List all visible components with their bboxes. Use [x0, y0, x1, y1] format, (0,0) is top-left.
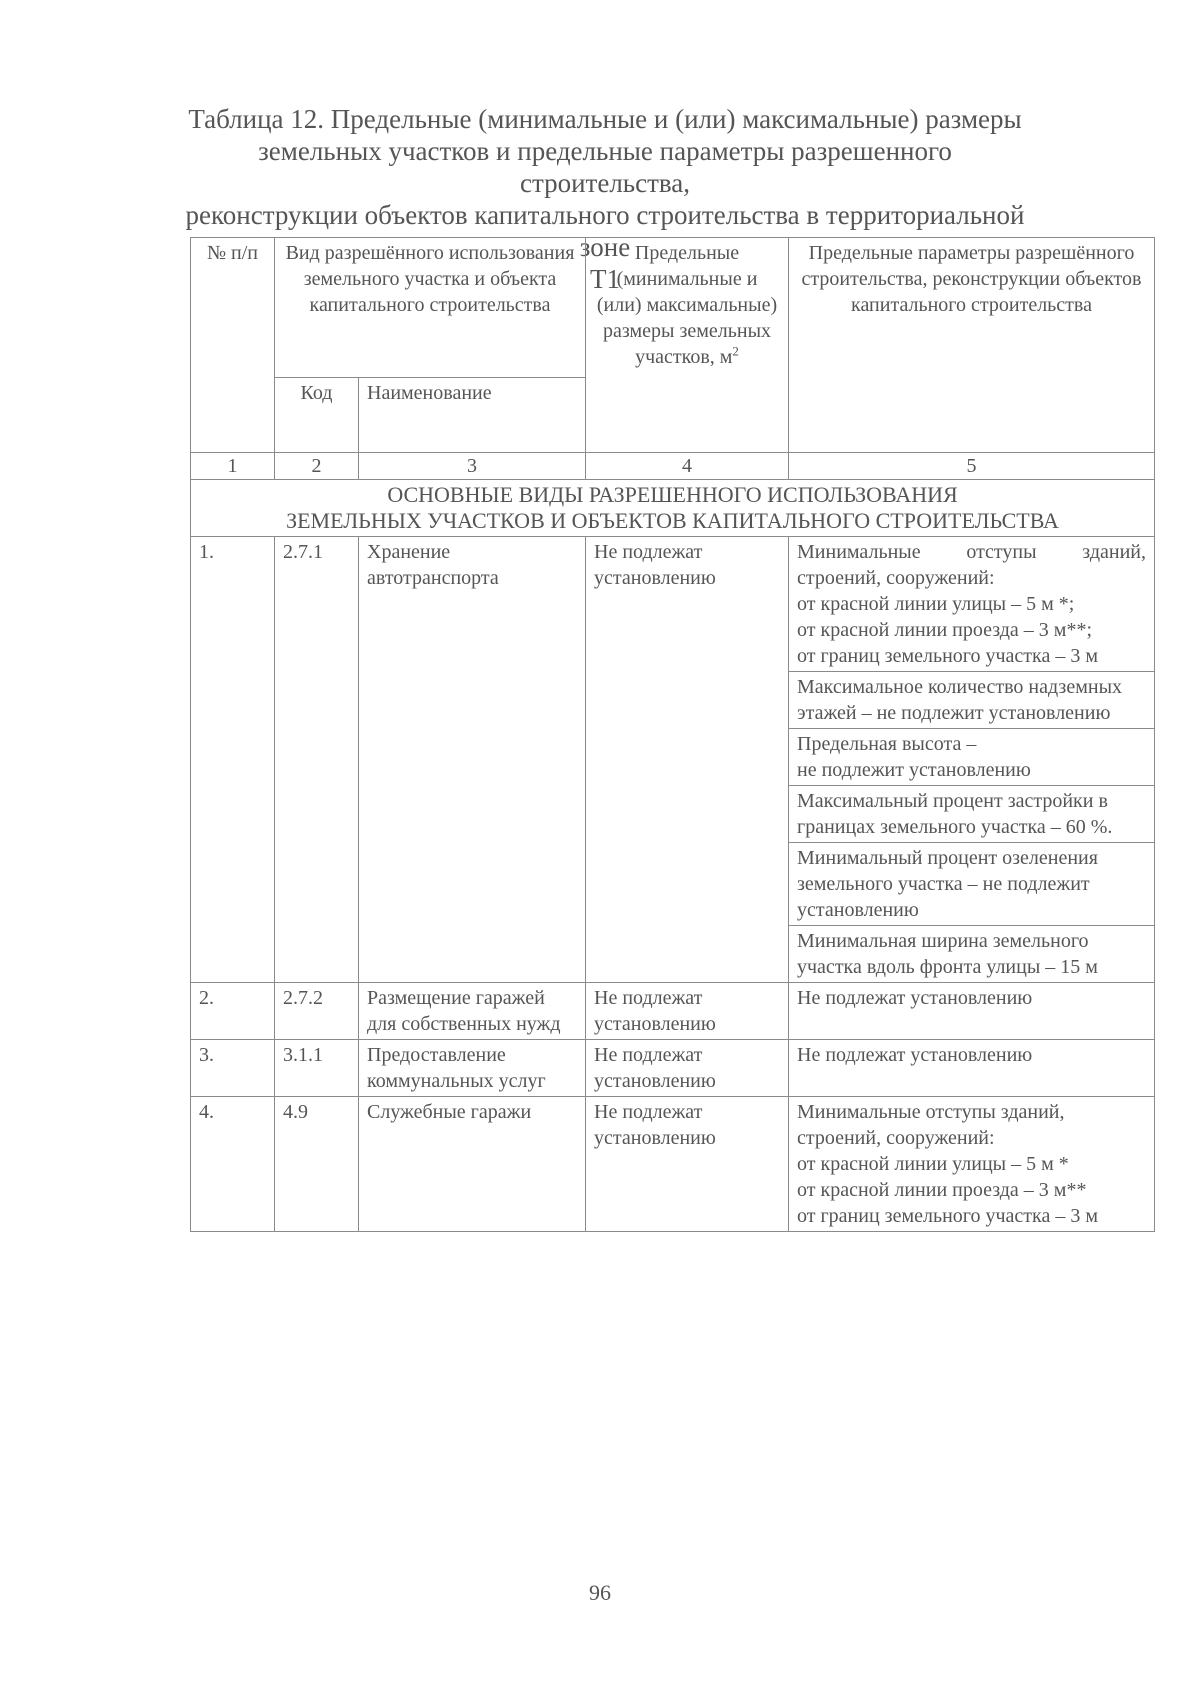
param-line: Максимальное количество надземных этажей – не подлежит установлению: [797, 676, 1123, 724]
row-number: 3.: [191, 1040, 275, 1097]
header-plot-sizes-text: Предельные (минимальные и (или) максимальные) размеры земельных участков, м: [596, 242, 778, 368]
param-line: Предельная высота –: [797, 733, 977, 755]
param-block: [789, 926, 1154, 982]
row-name: Служебные гаражи: [359, 1097, 586, 1232]
param-line: Максимальный процент застройки в границах земельного участка – 60 %.: [797, 790, 1113, 838]
row-params: [789, 1097, 1155, 1232]
row-name: Предоставление коммунальных услуг: [359, 1040, 586, 1097]
column-number: 1: [191, 453, 275, 480]
header-build-params: Предельные параметры разрешённого строительства, реконструкции объектов капитального строительства: [789, 238, 1155, 453]
param-block: [789, 729, 1154, 786]
row-params: [789, 983, 1155, 1040]
row-name: Хранение автотранспорта: [359, 537, 586, 983]
header-plot-sizes: [586, 238, 789, 453]
param-block: [789, 1097, 1154, 1231]
param-block: [789, 1040, 1154, 1070]
column-number: 3: [359, 453, 586, 480]
row-number: 2.: [191, 983, 275, 1040]
param-line: Минимальные отступы зданий, строений, сооружений:: [797, 541, 1146, 589]
row-code: 2.7.2: [275, 983, 359, 1040]
page-number: 96: [589, 1580, 611, 1605]
param-block: [789, 672, 1154, 729]
row-number: 4.: [191, 1097, 275, 1232]
param-line: Минимальная ширина земельного участка вдоль фронта улицы – 15 м: [797, 930, 1098, 978]
row-code: 2.7.1: [275, 537, 359, 983]
section-heading: [191, 480, 1155, 537]
title-line: реконструкции объектов капитального строительства в территориальной зоне: [185, 200, 1025, 262]
param-line: Не подлежат установлению: [797, 987, 1033, 1009]
header-name: Наименование: [359, 378, 586, 453]
param-line: от красной линии проезда – 3 м**;: [797, 619, 1093, 641]
title-line: Т1: [590, 264, 620, 294]
table-row: [191, 1040, 1155, 1097]
row-params: [789, 537, 1155, 983]
row-name: Размещение гаражей для собственных нужд: [359, 983, 586, 1040]
row-sizes: Не подлежат установлению: [586, 537, 789, 983]
row-number: 1.: [191, 537, 275, 983]
param-block: [789, 843, 1154, 926]
row-params: [789, 1040, 1155, 1097]
param-line: Минимальный процент озеленения земельного участка – не подлежит установлению: [797, 847, 1098, 921]
row-code: 3.1.1: [275, 1040, 359, 1097]
row-sizes: Не подлежат установлению: [586, 1040, 789, 1097]
param-block: [789, 537, 1154, 672]
param-line: не подлежит установлению: [797, 759, 1031, 781]
row-code: 4.9: [275, 1097, 359, 1232]
header-code: Код: [275, 378, 359, 453]
row-sizes: Не подлежат установлению: [586, 1097, 789, 1232]
section-line: ЗЕМЕЛЬНЫХ УЧАСТКОВ И ОБЪЕКТОВ КАПИТАЛЬНОГО СТРОИТЕЛЬСТВА: [286, 508, 1059, 533]
param-line: от красной линии улицы – 5 м *: [797, 1153, 1069, 1175]
title-line: Таблица 12. Предельные (минимальные и (или) максимальные) размеры: [188, 104, 1022, 134]
table-row: [191, 537, 1155, 983]
param-block: [789, 983, 1154, 1013]
header-number: № п/п: [191, 238, 275, 453]
section-line: ОСНОВНЫЕ ВИДЫ РАЗРЕШЕННОГО ИСПОЛЬЗОВАНИЯ: [387, 482, 958, 507]
column-number: 5: [789, 453, 1155, 480]
column-number: 4: [586, 453, 789, 480]
superscript: 2: [732, 343, 739, 359]
param-line: от красной линии проезда – 3 м**: [797, 1179, 1087, 1201]
param-line: от границ земельного участка – 3 м: [797, 1205, 1098, 1227]
param-line: от границ земельного участка – 3 м: [797, 645, 1098, 667]
param-line: от красной линии улицы – 5 м *;: [797, 593, 1075, 615]
header-use-type: Вид разрешённого использования земельного участка и объекта капитального строительства: [275, 238, 586, 378]
table-row: [191, 1097, 1155, 1232]
row-sizes: Не подлежат установлению: [586, 983, 789, 1040]
parameters-table: [190, 237, 1155, 1232]
column-number: 2: [275, 453, 359, 480]
param-line: Минимальные отступы зданий, строений, сооружений:: [797, 1101, 1065, 1149]
param-line: Не подлежат установлению: [797, 1044, 1033, 1066]
table-row: [191, 983, 1155, 1040]
param-block: [789, 786, 1154, 843]
title-line: земельных участков и предельные параметры разрешенного строительства,: [258, 136, 952, 198]
